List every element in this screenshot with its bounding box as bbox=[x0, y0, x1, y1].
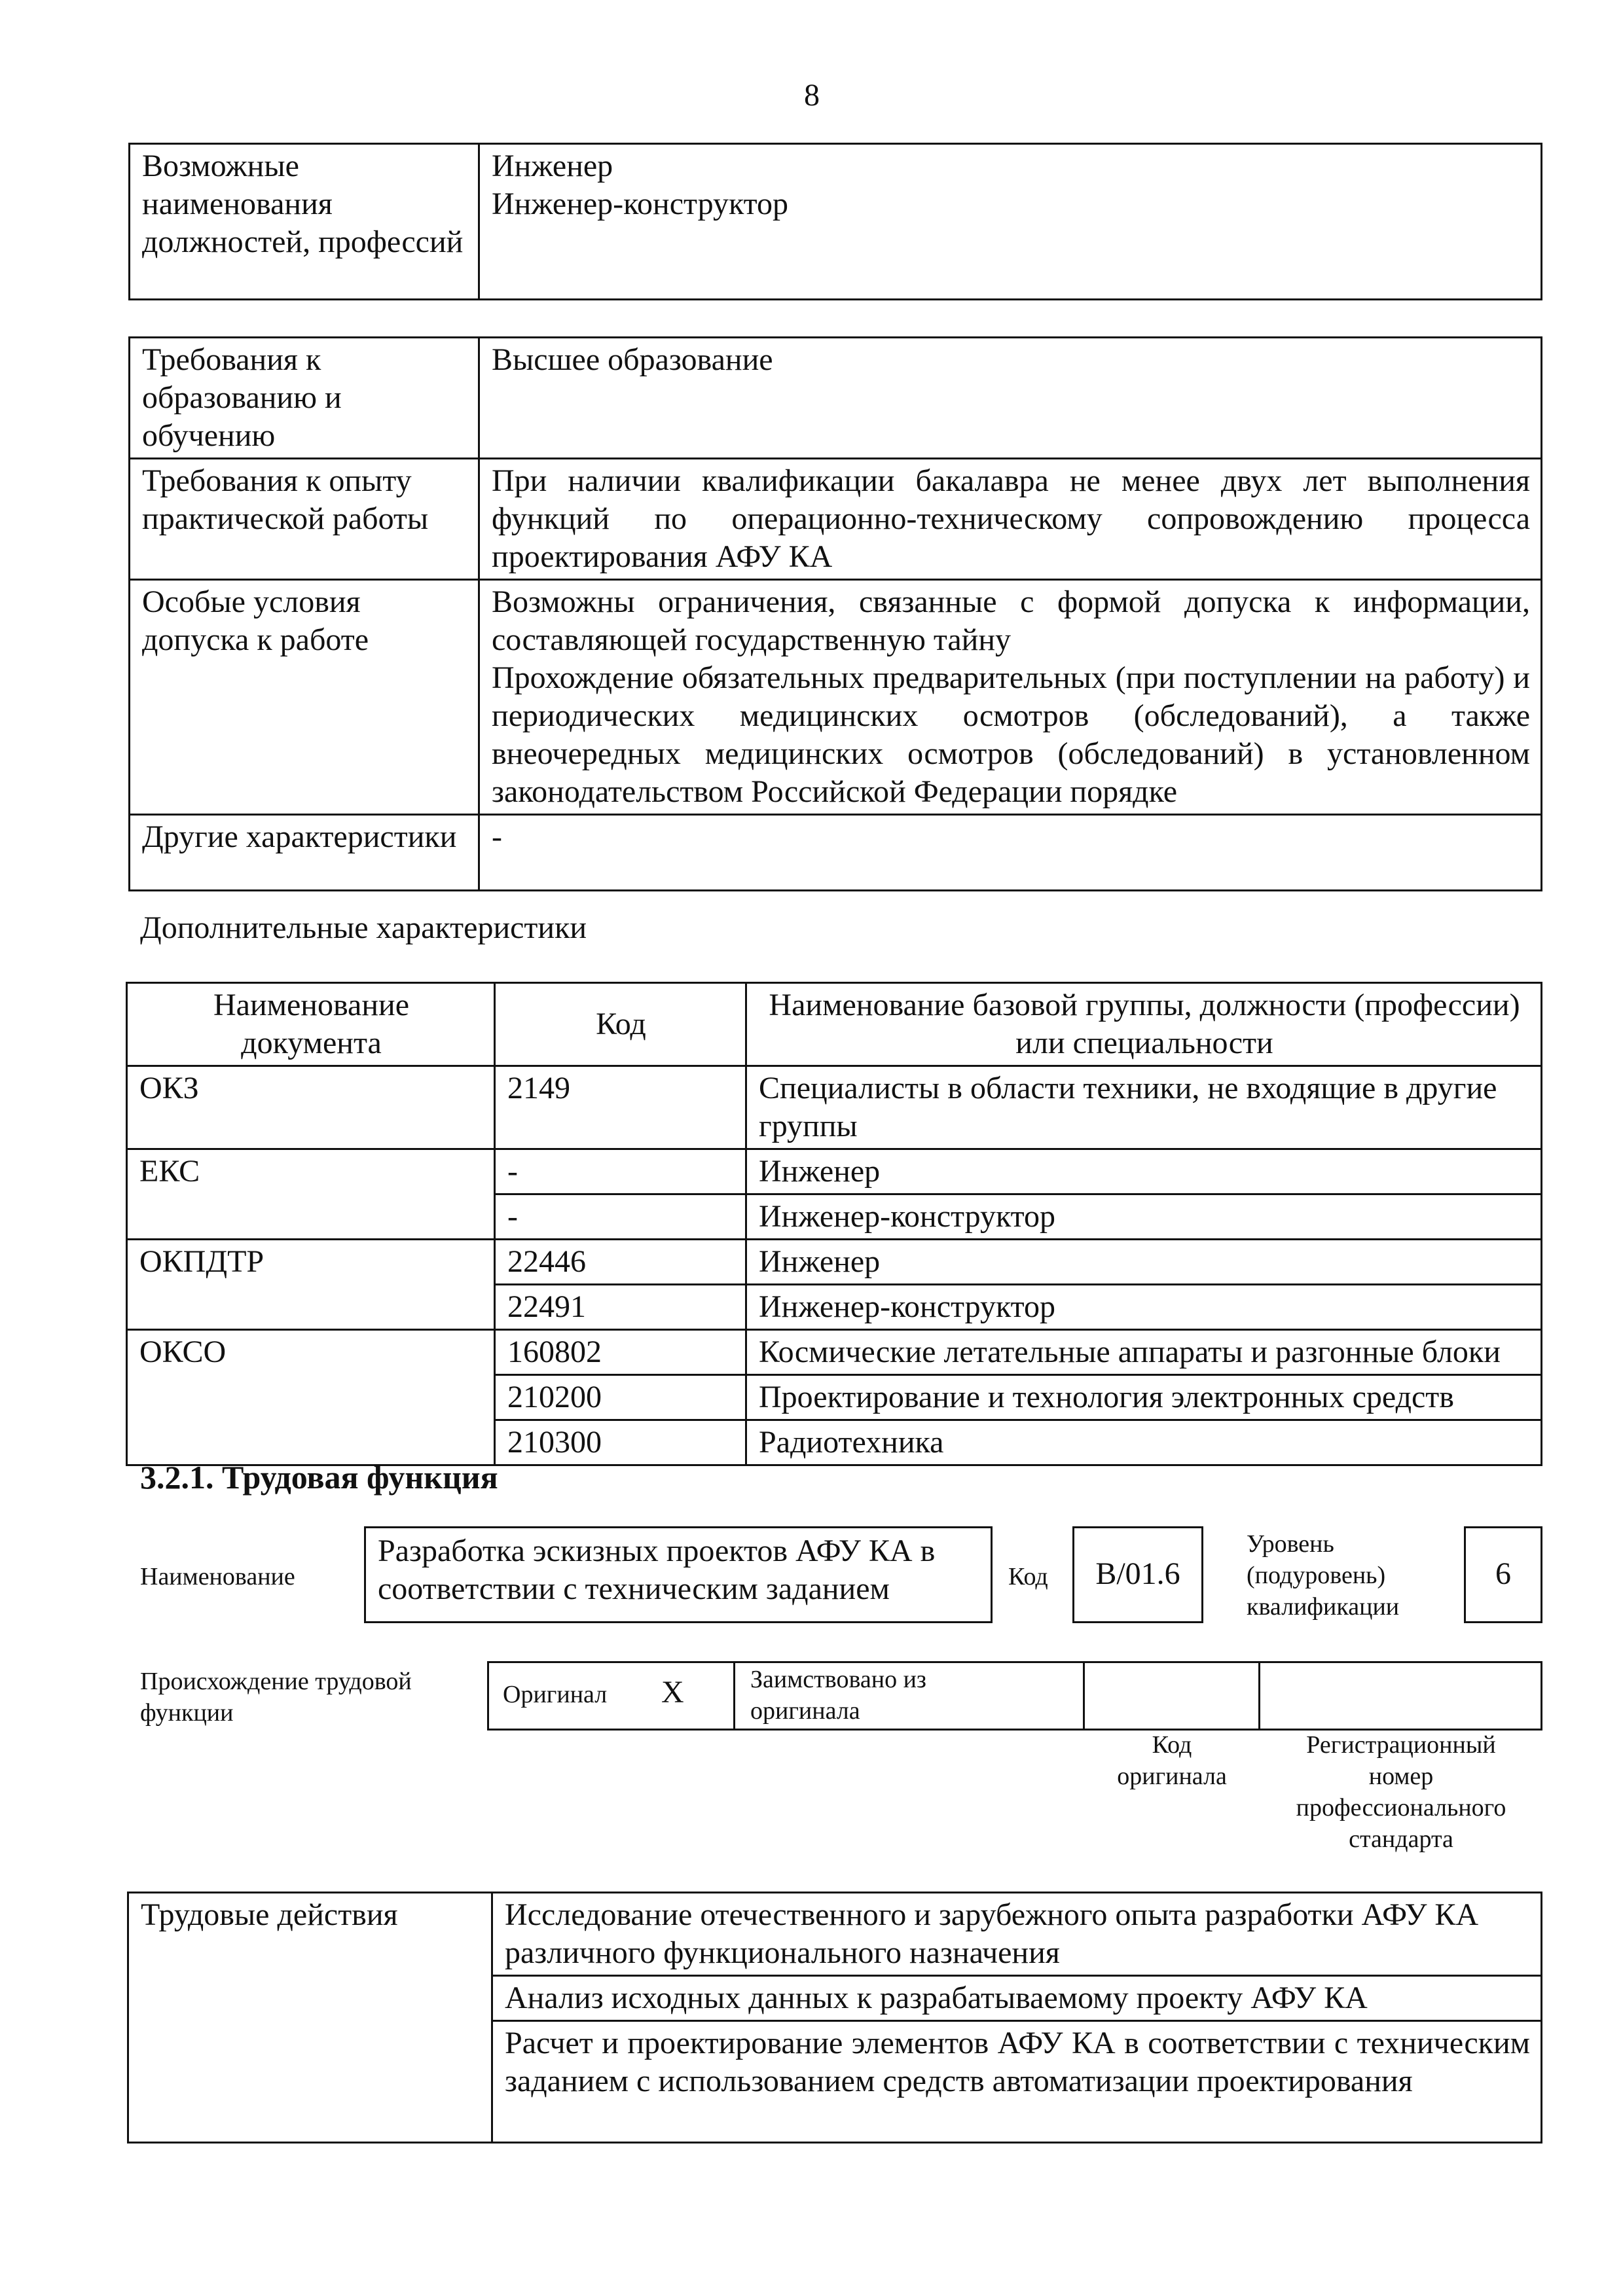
cell-name: Радиотехника bbox=[746, 1420, 1542, 1465]
cell-code: 22491 bbox=[495, 1285, 746, 1330]
origin-label: Происхождение трудовой функции bbox=[140, 1668, 412, 1727]
qualification-level-value: 6 bbox=[1495, 1556, 1511, 1591]
borrowed-label: Заимствовано из оригинала bbox=[750, 1666, 926, 1725]
requirement-label: Требования к опыту практической работы bbox=[130, 459, 479, 580]
origin-divider bbox=[1258, 1661, 1260, 1731]
cell-doc: ОКСО bbox=[127, 1330, 495, 1465]
table-row bbox=[130, 815, 1542, 891]
requirement-text: Высшее образование bbox=[492, 342, 773, 377]
function-name-box bbox=[364, 1526, 993, 1623]
origin-divider bbox=[1083, 1661, 1085, 1731]
positions-table bbox=[128, 143, 1542, 300]
table-row bbox=[130, 580, 1542, 815]
positions-values bbox=[479, 144, 1542, 300]
action-item: Расчет и проектирование элементов АФУ КА в соответствии с техническим заданием с использованием средств автоматизации проектирования bbox=[492, 2021, 1542, 2143]
positions-label: Возможные наименования должностей, профессий bbox=[130, 144, 479, 300]
cell-doc: ОКЗ bbox=[127, 1066, 495, 1149]
requirement-text: - bbox=[492, 819, 502, 854]
cell-name: Инженер-конструктор bbox=[746, 1194, 1542, 1240]
cell-doc: ОКПДТР bbox=[127, 1240, 495, 1330]
additional-title: Дополнительные характеристики bbox=[140, 910, 587, 945]
cell-name: Проектирование и технология электронных средств bbox=[746, 1375, 1542, 1420]
requirement-value bbox=[479, 815, 1542, 891]
origin-divider bbox=[733, 1661, 735, 1731]
cell-code: - bbox=[495, 1194, 746, 1240]
function-code-value: B/01.6 bbox=[1095, 1556, 1180, 1591]
cell-name: Инженер bbox=[746, 1240, 1542, 1285]
cell-doc: ЕКС bbox=[127, 1149, 495, 1240]
cell-code: 160802 bbox=[495, 1330, 746, 1375]
cell-code: 210200 bbox=[495, 1375, 746, 1420]
table-row bbox=[130, 338, 1542, 459]
table-row bbox=[130, 459, 1542, 580]
section-title: 3.2.1. Трудовая функция bbox=[140, 1459, 498, 1496]
requirements-table bbox=[128, 336, 1542, 891]
cell-name: Инженер bbox=[746, 1149, 1542, 1194]
position-value: Инженер bbox=[492, 149, 613, 183]
table-row bbox=[128, 1893, 1542, 1976]
actions-table bbox=[127, 1892, 1542, 2144]
requirement-value bbox=[479, 580, 1542, 815]
action-item: Исследование отечественного и зарубежного опыта разработки АФУ КА различного функционального назначения bbox=[492, 1893, 1542, 1976]
table-row bbox=[127, 1240, 1542, 1285]
actions-label: Трудовые действия bbox=[128, 1893, 492, 2143]
requirement-value bbox=[479, 338, 1542, 459]
code-original-caption: Код оригинала bbox=[1117, 1731, 1227, 1790]
cell-code: 2149 bbox=[495, 1066, 746, 1149]
header-document: Наименование документа bbox=[127, 983, 495, 1066]
table-header-row bbox=[127, 983, 1542, 1066]
function-name-value: Разработка эскизных проектов АФУ КА в соответствии с техническим заданием bbox=[378, 1534, 936, 1606]
header-code: Код bbox=[495, 983, 746, 1066]
requirement-label: Особые условия допуска к работе bbox=[130, 580, 479, 815]
original-mark: X bbox=[661, 1675, 684, 1710]
requirement-text: Возможны ограничения, связанные с формой допуска к информации, составляющей государственную тайну bbox=[492, 584, 1530, 657]
requirement-text: Прохождение обязательных предварительных (при поступлении на работу) и периодических медицинских осмотров (обследований), а также внеочередных медицинских осмотров (обследований) в установленном законодательством Российской Федерации порядке bbox=[492, 660, 1530, 809]
cell-name: Специалисты в области техники, не входящие в другие группы bbox=[746, 1066, 1542, 1149]
cell-name: Инженер-конструктор bbox=[746, 1285, 1542, 1330]
reg-number-caption: Регистрационный номер профессионального стандарта bbox=[1296, 1731, 1506, 1853]
cell-code: 210300 bbox=[495, 1420, 746, 1465]
requirement-text: При наличии квалификации бакалавра не менее двух лет выполнения функций по операционно-техническому сопровождению процесса проектирования АФУ КА bbox=[492, 463, 1530, 574]
action-item: Анализ исходных данных к разрабатываемому проекту АФУ КА bbox=[492, 1976, 1542, 2021]
requirement-label: Другие характеристики bbox=[130, 815, 479, 891]
function-name-label: Наименование bbox=[140, 1563, 295, 1590]
cell-name: Космические летательные аппараты и разгонные блоки bbox=[746, 1330, 1542, 1375]
header-name: Наименование базовой группы, должности (профессии) или специальности bbox=[746, 983, 1542, 1066]
classifiers-table bbox=[126, 982, 1542, 1466]
cell-code: 22446 bbox=[495, 1240, 746, 1285]
cell-code: - bbox=[495, 1149, 746, 1194]
table-row bbox=[127, 1149, 1542, 1194]
page-number: 8 bbox=[804, 78, 820, 113]
table-row bbox=[127, 1066, 1542, 1149]
requirement-label: Требования к образованию и обучению bbox=[130, 338, 479, 459]
table-row bbox=[130, 144, 1542, 300]
function-code-label: Код bbox=[1008, 1563, 1048, 1590]
qualification-level-box bbox=[1464, 1526, 1542, 1623]
original-label: Оригинал bbox=[503, 1681, 608, 1708]
qualification-level-label: Уровень (подуровень) квалификации bbox=[1247, 1530, 1400, 1621]
origin-boxes bbox=[487, 1661, 1542, 1731]
position-value: Инженер-конструктор bbox=[492, 187, 788, 221]
function-code-box bbox=[1072, 1526, 1203, 1623]
table-row bbox=[127, 1330, 1542, 1375]
requirement-value bbox=[479, 459, 1542, 580]
